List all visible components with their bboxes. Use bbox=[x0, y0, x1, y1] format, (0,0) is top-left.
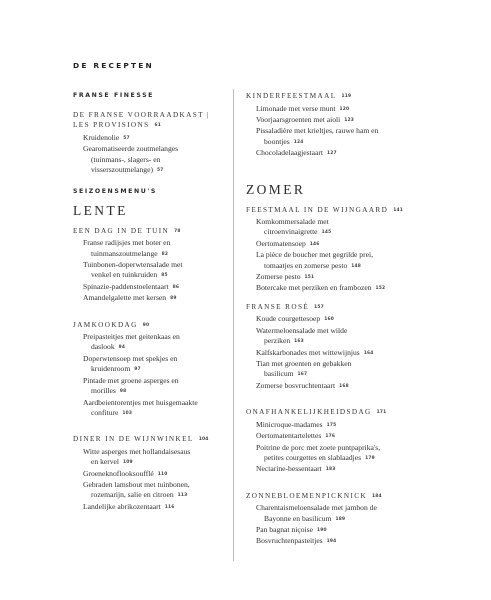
page-number: 104 bbox=[198, 437, 209, 443]
page-number: 89 bbox=[170, 296, 177, 302]
recipe-entry: Minicroque-madames 175 bbox=[256, 419, 337, 429]
page-number: 184 bbox=[372, 493, 382, 499]
page-number: 183 bbox=[325, 467, 336, 473]
right-column bbox=[246, 92, 421, 548]
page-number: 123 bbox=[344, 117, 354, 123]
recipe-entry: Limonade met verse munt 120 bbox=[256, 103, 350, 113]
page-number: 157 bbox=[314, 304, 324, 310]
recipe-entry: Zomerse pesto 151 bbox=[256, 272, 315, 282]
recipe-entry: Franse radijsjes met boter en tuinmanszoutmelange 82 bbox=[83, 238, 171, 258]
page-number: 109 bbox=[123, 460, 133, 466]
recipe-entry: Aardbeientorentjes met huisgemaakte confiture 103 bbox=[83, 397, 198, 417]
page-number: 119 bbox=[341, 94, 352, 99]
recipe-entry: Koude courgettesoep 160 bbox=[256, 314, 334, 324]
page-number: 110 bbox=[157, 471, 168, 477]
recipe-entry: Gebraden lamsbout met tuinbonen, rozemarijn, salie en citroen 113 bbox=[83, 480, 190, 500]
menu-heading: FEESTMAAL IN DE WIJNGAARD 141 bbox=[246, 205, 403, 214]
page-number: 86 bbox=[172, 284, 180, 290]
page-number: 57 bbox=[157, 168, 164, 174]
menu-heading: JAMKOOKDAG 90 bbox=[73, 320, 150, 329]
recipe-entry: Oertomatensoep 146 bbox=[256, 238, 320, 248]
column-divider bbox=[233, 89, 234, 561]
recipe-entry: Spinazie-paddenstoelentaart 86 bbox=[83, 281, 180, 291]
recipe-entry: Oertomatentartelettes 176 bbox=[256, 431, 336, 441]
page-number: 85 bbox=[161, 273, 168, 279]
page-number: 103 bbox=[122, 410, 133, 416]
recipe-entry: Kalfskarbonades met wittewijnjus 164 bbox=[256, 347, 374, 357]
recipe-entry: Witte asperges met hollandaisesaus en kervel 109 bbox=[83, 446, 191, 467]
page-number: 160 bbox=[324, 317, 334, 323]
recipe-entry: Komkommersalade met citroenvinaigrette 145 bbox=[256, 217, 332, 237]
section-franse-finesse: FRANSE FINESSE bbox=[73, 92, 154, 99]
recipe-entry: Amandelgalette met kersen 89 bbox=[83, 293, 177, 303]
page-number: 146 bbox=[309, 241, 320, 247]
page-number: 78 bbox=[174, 228, 181, 234]
recipe-entry: Tuinbonen-doperwtensalade met venkel en tuinkruiden 85 bbox=[83, 259, 183, 280]
page-title: DE RECEPTEN bbox=[73, 61, 154, 70]
page-number: 98 bbox=[119, 389, 127, 395]
page-number: 171 bbox=[376, 410, 387, 416]
recipe-entry: Poitrine de porc met zoete puntpaprika's, petites courgettes en slablaadjes 179 bbox=[256, 442, 381, 462]
recipe-entry: Voorjaarsgroenten met aioli 123 bbox=[256, 114, 354, 124]
page-number: 116 bbox=[164, 504, 175, 510]
recipe-entry: Landelijke abrikozentaart 116 bbox=[83, 501, 175, 511]
page-number: 190 bbox=[316, 528, 327, 534]
page-number: 124 bbox=[293, 139, 304, 145]
page-number: 57 bbox=[123, 136, 130, 141]
recipe-entry: Bosvruchtenpasteitjes 194 bbox=[256, 536, 337, 546]
menu-heading: DINER IN DE WIJNWINKEL 104 bbox=[73, 435, 209, 444]
recipe-entry: Nectarine-bessentaart 183 bbox=[256, 464, 336, 474]
page-number: 82 bbox=[161, 251, 169, 257]
section-seizoensmenus: SEIZOENSMENU'S bbox=[73, 187, 157, 195]
menu-heading: ZONNEBLOEMENPICKNICK 184 bbox=[246, 491, 382, 500]
page-number: 97 bbox=[134, 367, 141, 373]
page-number: 127 bbox=[327, 151, 337, 157]
page-number: 164 bbox=[363, 350, 374, 356]
recipe-entry: Gearomatiseerde zoutmelanges (tuinmans-, slagers- en visserszoutmelange) 57 bbox=[83, 144, 179, 175]
recipe-entry: Zomerse bosvruchtentaart 168 bbox=[256, 380, 349, 390]
page-number: 120 bbox=[339, 106, 350, 112]
page-number: 113 bbox=[177, 493, 188, 499]
page-number: 94 bbox=[118, 345, 126, 351]
page-number: 61 bbox=[154, 122, 162, 128]
recipe-entry: Pan bagnat niçoise 190 bbox=[256, 525, 327, 535]
recipe-entry: Charentaismeloensalade met jambon de Bayonne en basilicum 189 bbox=[256, 503, 377, 523]
recipe-entry: Tian met groenten en gebakken basilicum 167 bbox=[256, 359, 352, 379]
chapter-lente: LENTE bbox=[73, 202, 128, 218]
recipe-entry: Doperwtensoep met spekjes en kruidenroom 97 bbox=[83, 353, 178, 374]
recipe-entry: Pintade met groene asperges en morilles 98 bbox=[83, 375, 179, 396]
page-number: 189 bbox=[335, 516, 346, 522]
section-voorraadkast bbox=[73, 111, 223, 130]
left-column bbox=[73, 92, 223, 513]
section-voorraadkast-line2: LES PROVISIONS bbox=[73, 120, 150, 129]
recipe-entry: Watermeloensalade met wilde perziken 163 bbox=[256, 325, 348, 346]
menu-heading: FRANSE ROSÉ 157 bbox=[246, 302, 324, 311]
page-number: 151 bbox=[304, 275, 315, 281]
menu-heading: EEN DAG IN DE TUIN 78 bbox=[73, 226, 181, 235]
menu-heading: KINDERFEESTMAAL 119 bbox=[246, 92, 352, 100]
recipe-entry: Groeneknoflooksoufflé 110 bbox=[83, 468, 168, 478]
recipe-entry: Preipasteitjes met geitenkaas en daslook 94 bbox=[83, 332, 180, 352]
page-number: 145 bbox=[321, 230, 332, 236]
page-number: 176 bbox=[325, 434, 336, 440]
page-number: 90 bbox=[142, 322, 150, 328]
page-number: 141 bbox=[393, 207, 403, 213]
page-number: 148 bbox=[351, 263, 362, 269]
recipe-entry: Pissaladière met krieltjes, rauwe ham en boontjes 124 bbox=[256, 126, 379, 146]
menu-heading: ONAFHANKELIJKHEIDSDAG 171 bbox=[246, 408, 387, 417]
page-number: 194 bbox=[326, 539, 337, 545]
page-number: 175 bbox=[326, 422, 337, 428]
recipe-entry: Chocoladelaagjestaart 127 bbox=[256, 148, 337, 158]
chapter-zomer: ZOMER bbox=[246, 181, 306, 197]
recipe-entry: La pièce de boucher met gegrilde prei, tomaatjes en zomerse pesto 148 bbox=[256, 250, 374, 270]
page-number: 152 bbox=[375, 286, 386, 292]
page-number: 163 bbox=[294, 339, 304, 345]
page-number: 167 bbox=[297, 372, 308, 378]
recipe-entry: Botercake met perziken en frambozen 152 bbox=[256, 283, 386, 293]
section-voorraadkast-line1: DE FRANSE VOORRAADKAST | bbox=[73, 111, 210, 119]
page-number: 168 bbox=[339, 383, 349, 389]
page-number: 179 bbox=[365, 455, 375, 461]
recipe-entry: Kruidenolie 57 bbox=[83, 133, 130, 142]
